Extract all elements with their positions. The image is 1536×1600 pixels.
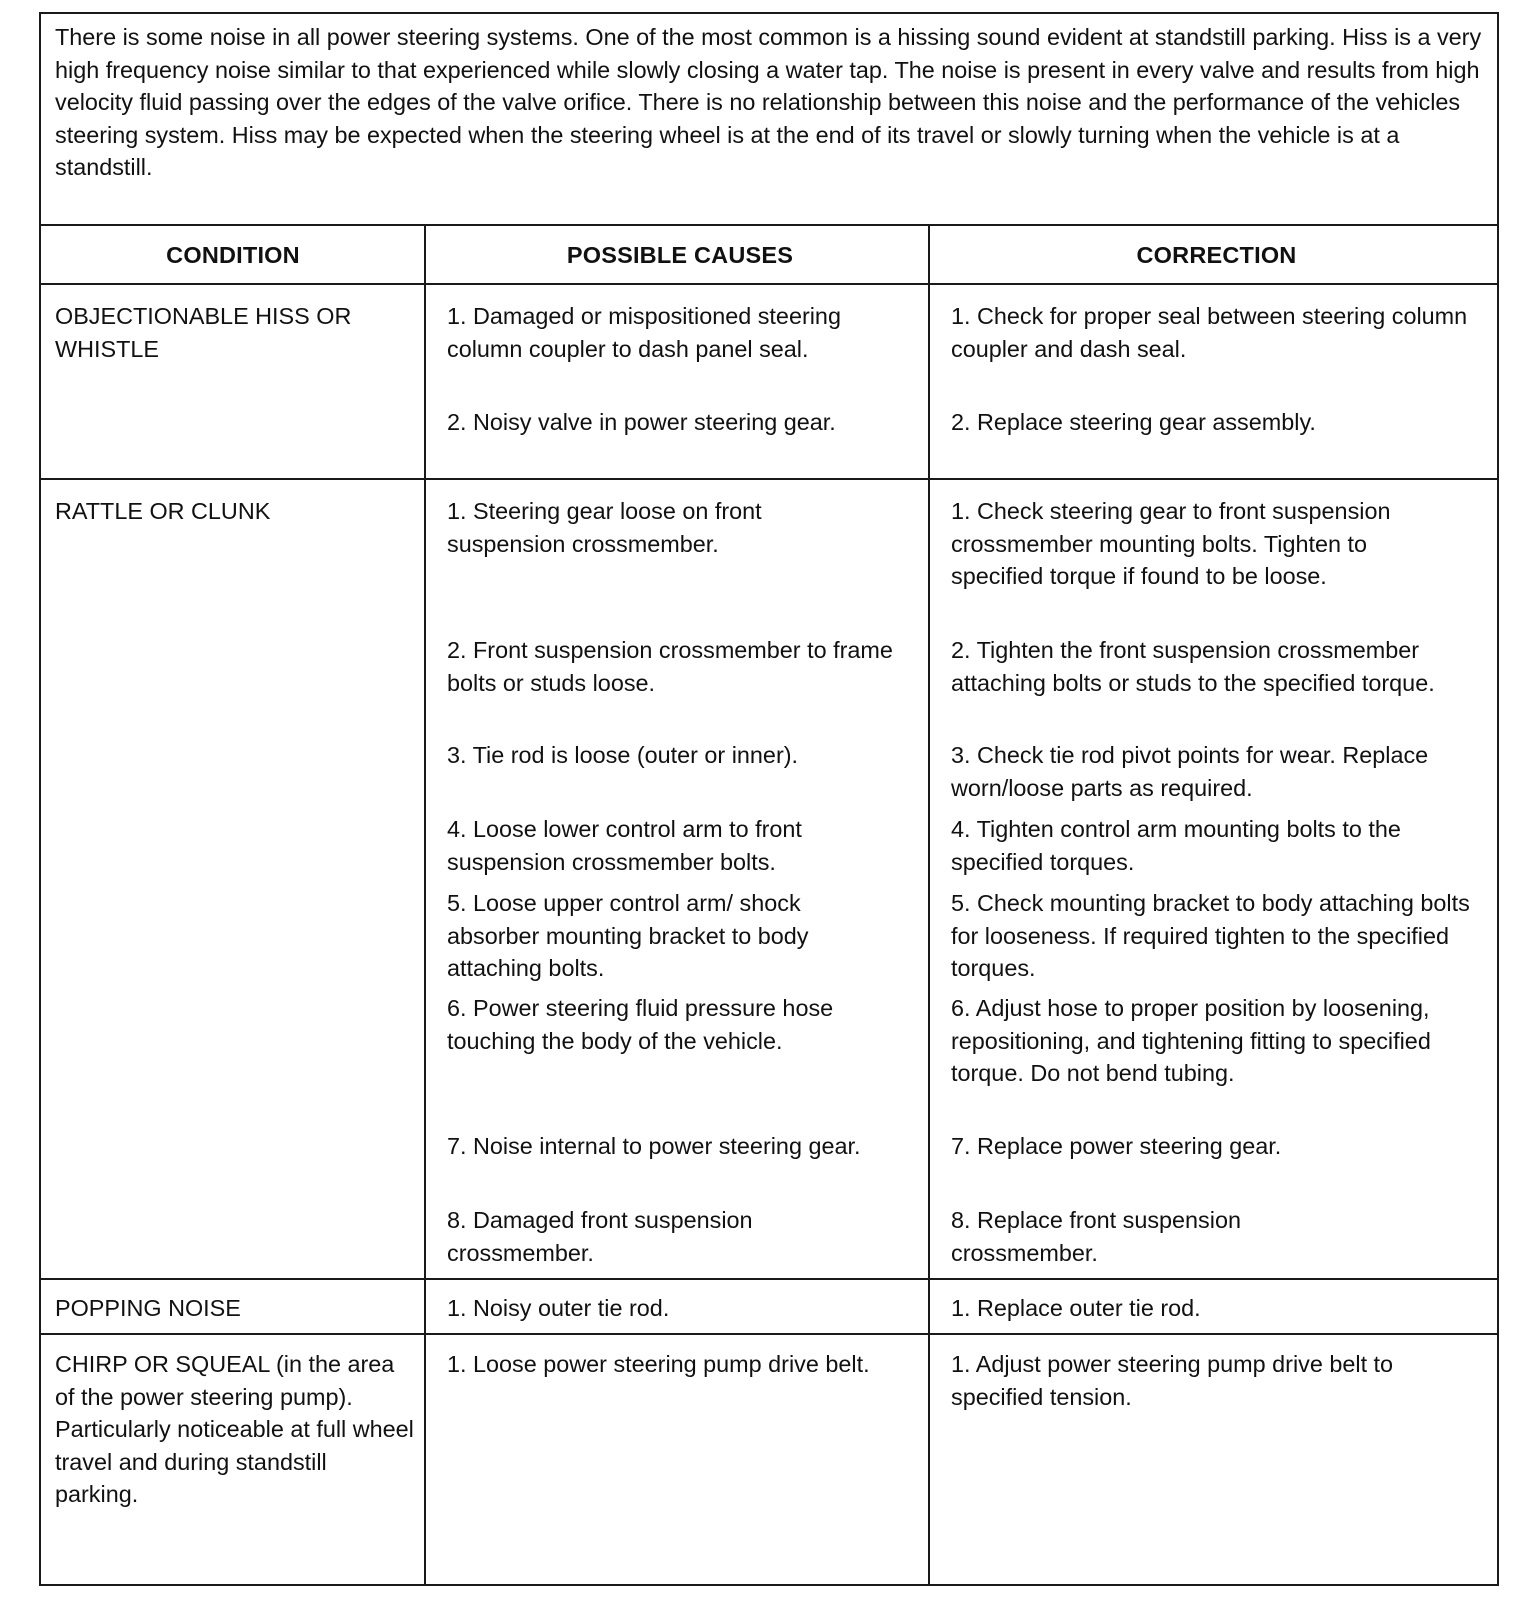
- cause-cell: 1. Steering gear loose on front suspension crossmember.: [447, 498, 762, 557]
- correction-cell: 7. Replace power steering gear.: [951, 1133, 1282, 1159]
- correction-cell: 3. Check tie rod pivot points for wear. Replace worn/loose parts as required.: [951, 742, 1429, 801]
- header-condition: CONDITION: [166, 242, 300, 268]
- correction-cell: 6. Adjust hose to proper position by loosening, repositioning, and tightening fitting to specified torque. Do not bend tubing.: [951, 995, 1431, 1086]
- cause-cell: 1. Loose power steering pump drive belt.: [447, 1351, 870, 1377]
- row-rule: [41, 1278, 1497, 1280]
- cause-cell: 6. Power steering fluid pressure hose touching the body of the vehicle.: [447, 995, 834, 1054]
- column-divider: [928, 226, 930, 1586]
- cause-cell: 7. Noise internal to power steering gear.: [447, 1133, 861, 1159]
- cause-cell: 5. Loose upper control arm/ shock absorber mounting bracket to body attaching bolts.: [447, 890, 809, 981]
- condition-cell: RATTLE OR CLUNK: [55, 498, 271, 524]
- cause-cell: 4. Loose lower control arm to front suspension crossmember bolts.: [447, 816, 802, 875]
- condition-cell: CHIRP OR SQUEAL (in the area of the power steering pump). Particularly noticeable at full wheel travel and during standstill parking.: [55, 1351, 414, 1507]
- correction-cell: 2. Tighten the front suspension crossmember attaching bolts or studs to the specified torque.: [951, 637, 1435, 696]
- correction-cell: 2. Replace steering gear assembly.: [951, 409, 1316, 435]
- troubleshooting-chart: [39, 12, 1499, 1586]
- cause-cell: 1. Damaged or mispositioned steering column coupler to dash panel seal.: [447, 303, 841, 362]
- correction-cell: 1. Adjust power steering pump drive belt to specified tension.: [951, 1351, 1394, 1410]
- correction-cell: 1. Check steering gear to front suspension crossmember mounting bolts. Tighten to specified torque if found to be loose.: [951, 498, 1391, 589]
- correction-cell: 4. Tighten control arm mounting bolts to the specified torques.: [951, 816, 1401, 875]
- correction-cell: 1. Replace outer tie rod.: [951, 1295, 1201, 1321]
- header-correction: CORRECTION: [1136, 242, 1297, 268]
- correction-cell: 1. Check for proper seal between steering column coupler and dash seal.: [951, 303, 1468, 362]
- condition-cell: OBJECTIONABLE HISS OR WHISTLE: [55, 303, 352, 362]
- cause-cell: 3. Tie rod is loose (outer or inner).: [447, 742, 799, 768]
- cause-cell: 8. Damaged front suspension crossmember.: [447, 1207, 753, 1266]
- cause-cell: 2. Noisy valve in power steering gear.: [447, 409, 836, 435]
- header-rule: [41, 283, 1497, 285]
- cause-cell: 2. Front suspension crossmember to frame bolts or studs loose.: [447, 637, 893, 696]
- header-possible-causes: POSSIBLE CAUSES: [566, 242, 794, 268]
- row-rule: [41, 478, 1497, 480]
- cause-cell: 1. Noisy outer tie rod.: [447, 1295, 670, 1321]
- correction-cell: 8. Replace front suspension crossmember.: [951, 1207, 1241, 1266]
- condition-cell: POPPING NOISE: [55, 1295, 241, 1321]
- row-rule: [41, 1333, 1497, 1335]
- column-divider: [424, 226, 426, 1586]
- correction-cell: 5. Check mounting bracket to body attaching bolts for looseness. If required tighten to the specified torques.: [951, 890, 1470, 981]
- intro-paragraph: There is some noise in all power steering systems. One of the most common is a hissing sound evident at standstill parking. Hiss is a very high frequency noise similar to that experienced while slowly closing a water tap. The noise is present in every valve and results from high velocity fluid passing over the edges of the valve orifice. There is no relationship between this noise and the performance of the vehicles steering system. Hiss may be expected when the steering wheel is at the end of its travel or slowly turning when the vehicle is at a standstill.: [41, 14, 1497, 226]
